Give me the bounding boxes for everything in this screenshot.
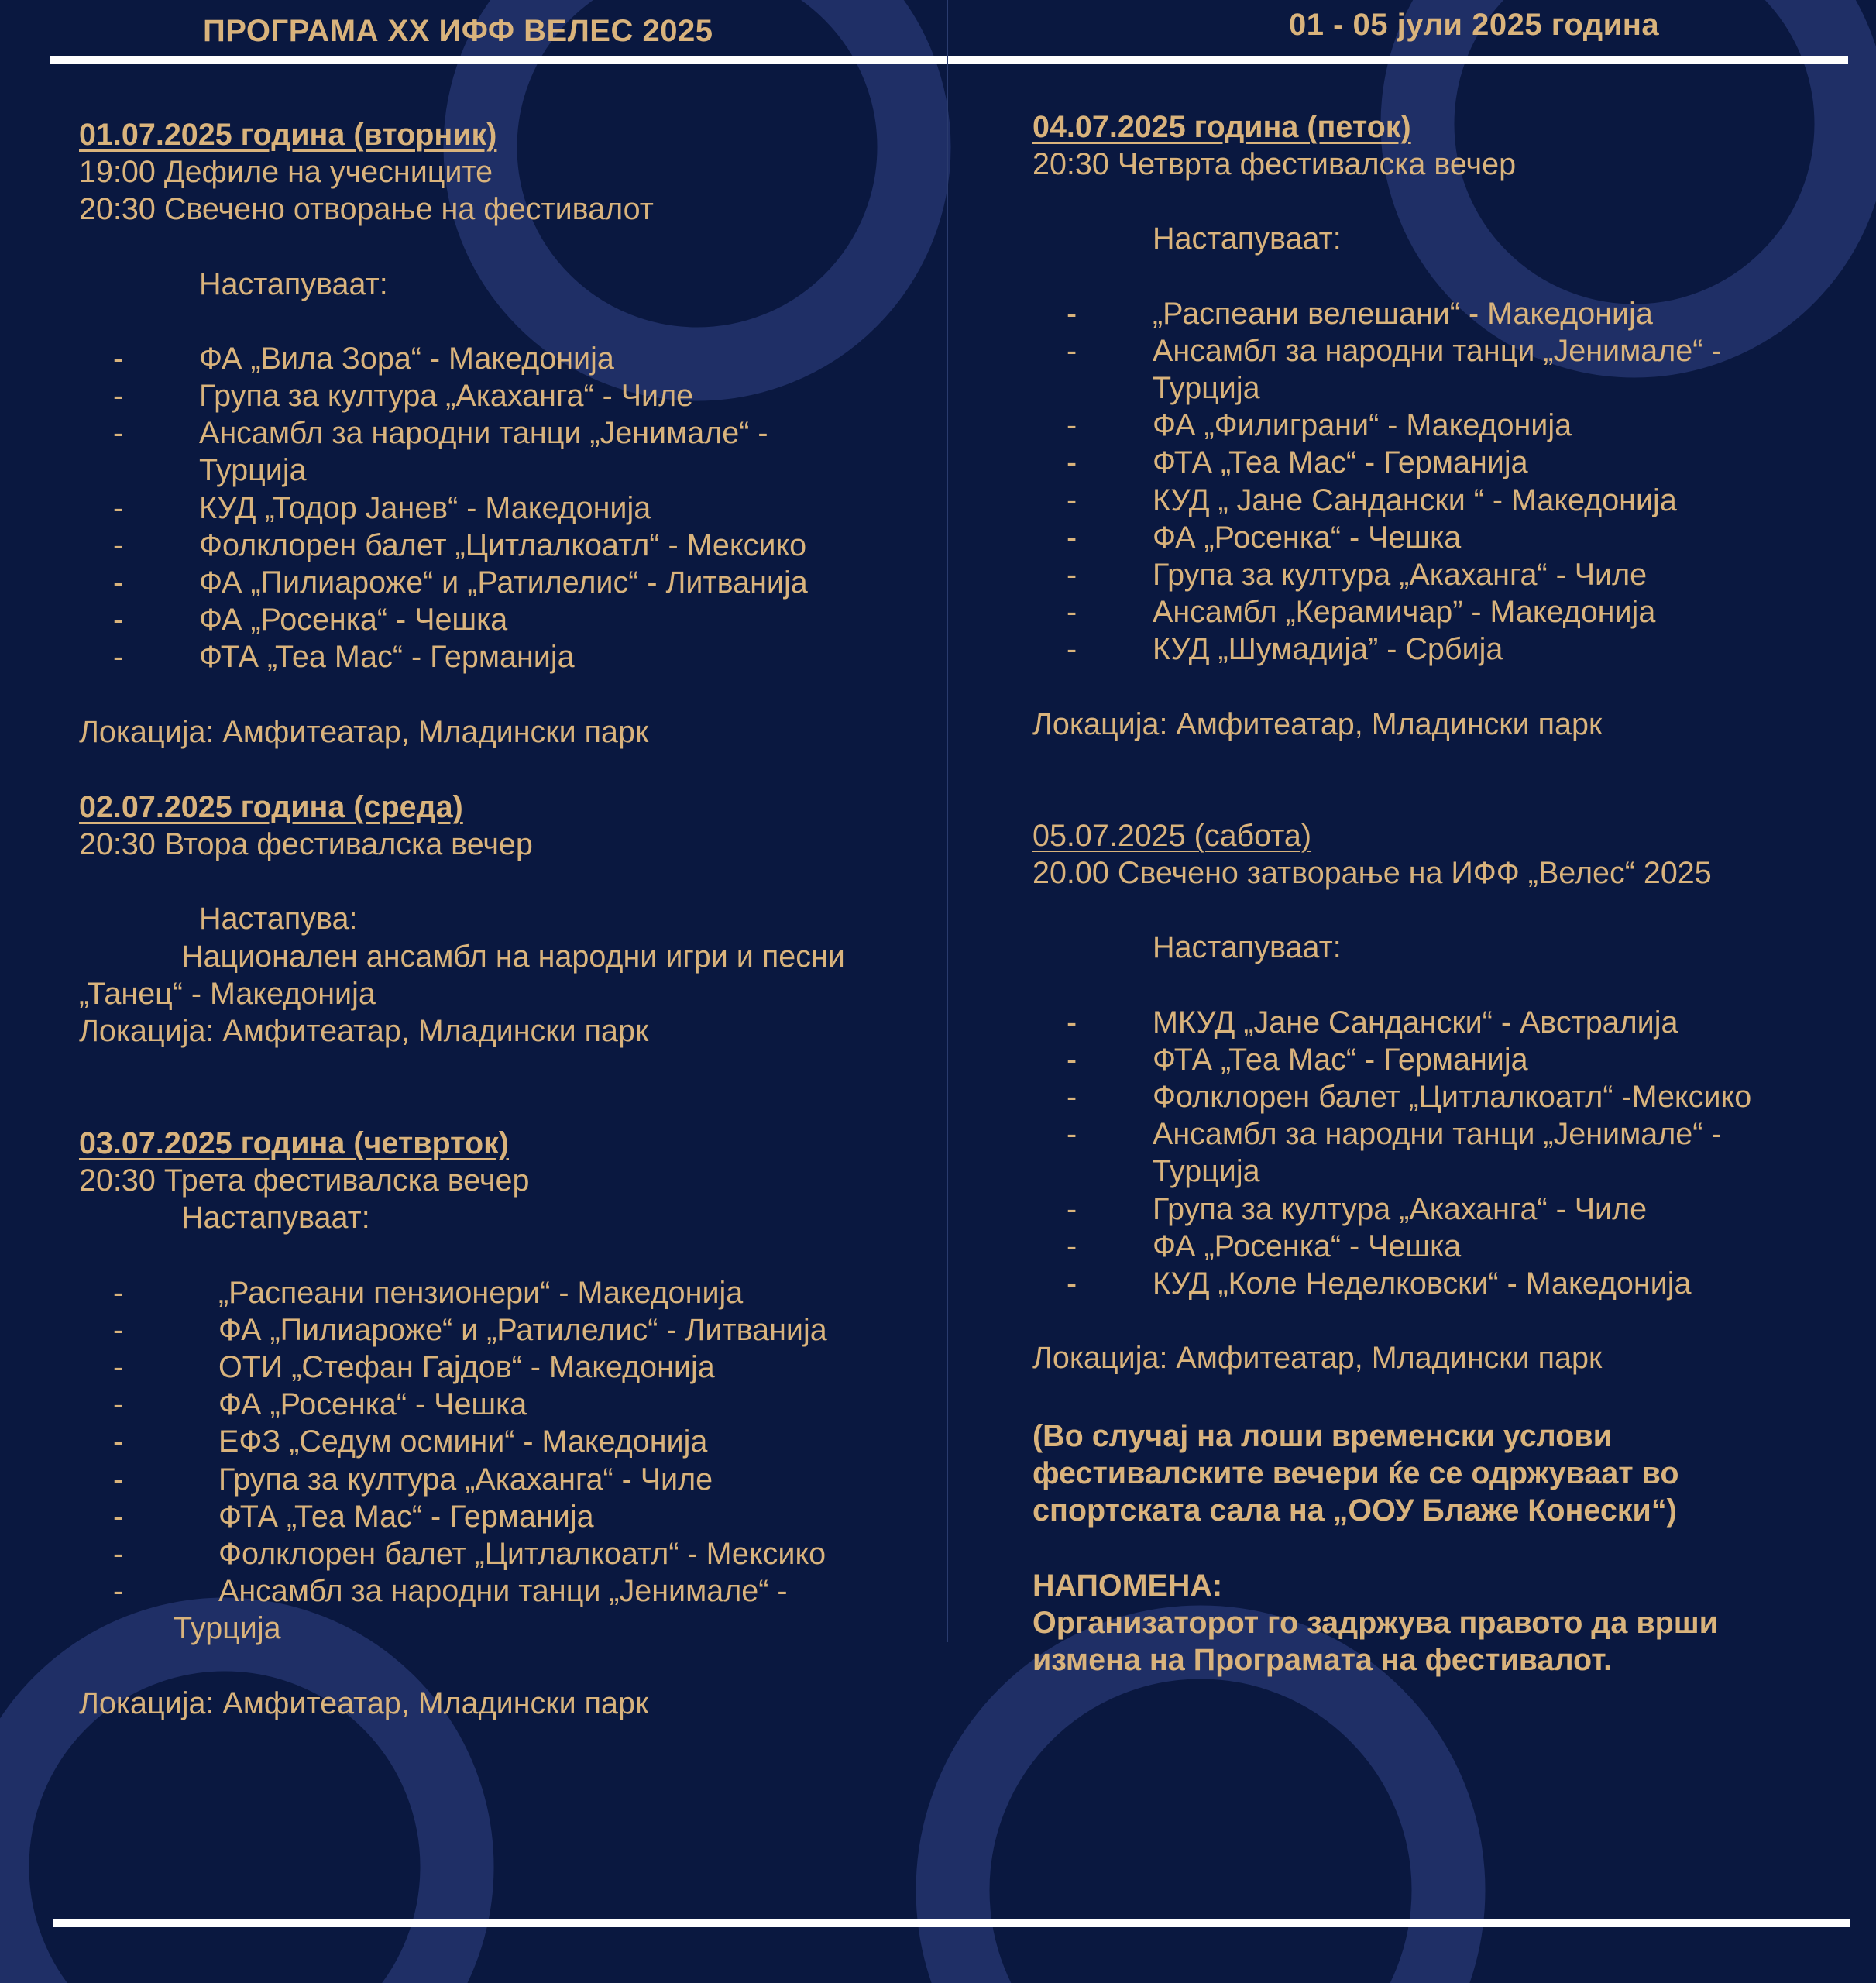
column-divider [947, 0, 948, 1642]
performer-name: Ансамбл за народни танци „Јенимале“ - Турција [1153, 1117, 1722, 1189]
dash-bullet: - [113, 1499, 124, 1534]
performer-name: ФТА „Теа Мас“ - Германија [199, 640, 575, 675]
day1-date: 01.07.2025 година (вторник) [79, 118, 497, 152]
dash-bullet: - [113, 565, 124, 600]
dash-bullet: - [1067, 1266, 1077, 1301]
dash-bullet: - [113, 1574, 124, 1609]
list-item [1032, 593, 1854, 631]
day1-performers-list [79, 340, 939, 676]
day5-location: Локација: Амфитеатар, Младински парк [1032, 1341, 1603, 1376]
remark-title: НАПОМЕНА: [1032, 1568, 1223, 1603]
list-item [1032, 1191, 1854, 1228]
list-item [79, 414, 857, 489]
day1-location: Локација: Амфитеатар, Младински парк [79, 714, 649, 749]
dash-bullet: - [1067, 445, 1077, 480]
dash-bullet: - [1067, 1229, 1077, 1263]
day2-performers-label: Настапува: [199, 902, 358, 937]
day2-event: 20:30 Втора фестивалска вечер [79, 827, 533, 862]
performer-name: Фолклорен балет „Цитлалкоатл“ -Мексико [1153, 1080, 1752, 1115]
list-item [79, 1535, 939, 1572]
day1-performers-label: Настапуваат: [199, 266, 388, 301]
list-item [79, 1274, 939, 1311]
list-item [79, 490, 939, 527]
list-item [79, 564, 939, 601]
day2-performer-line: Национален ансамбл на народни игри и песни [181, 939, 845, 974]
performer-name: Ансамбл за народни танци „Јенимале“ - Турција [1153, 333, 1722, 406]
dash-bullet: - [113, 490, 124, 525]
list-item [79, 1386, 939, 1423]
dash-bullet: - [1067, 333, 1077, 368]
list-item [1032, 519, 1854, 556]
list-item [1032, 407, 1854, 444]
dash-bullet: - [113, 1425, 124, 1459]
day2-location: Локација: Амфитеатар, Младински парк [79, 1014, 649, 1049]
day3-performer-tail: Турција [174, 1611, 281, 1646]
dash-bullet: - [1067, 558, 1077, 593]
performer-name: „Распеани пензионери“ - Македонија [218, 1275, 744, 1310]
dash-bullet: - [113, 1350, 124, 1385]
list-item [1032, 332, 1772, 407]
performer-name: ФА „Пилиароже“ и „Ратилелис“ - Литванија [199, 565, 808, 600]
dash-bullet: - [113, 1275, 124, 1310]
list-item [79, 527, 939, 564]
dash-bullet: - [113, 1312, 124, 1347]
dash-bullet: - [113, 341, 124, 376]
program-title: ПРОГРАМА XX ИФФ ВЕЛЕС 2025 [203, 14, 713, 48]
day3-date: 03.07.2025 година (четврток) [79, 1126, 510, 1160]
dash-bullet: - [113, 640, 124, 675]
list-item [79, 377, 939, 414]
dash-bullet: - [1067, 1191, 1077, 1226]
dash-bullet: - [113, 1387, 124, 1422]
dash-bullet: - [1067, 1005, 1077, 1040]
performer-name: Ансамбл „Керамичар” - Македонија [1153, 595, 1656, 630]
day4-location: Локација: Амфитеатар, Младински парк [1032, 706, 1603, 741]
day3-event: 20:30 Трета фестивалска вечер [79, 1163, 530, 1198]
dash-bullet: - [113, 1462, 124, 1497]
performer-name: Фолклорен балет „Цитлалкоатл“ - Мексико [218, 1537, 826, 1572]
list-item [1032, 1041, 1854, 1078]
notes-section [1032, 1418, 1792, 1679]
day3-performers-label: Настапуваат: [181, 1201, 370, 1236]
list-item [79, 601, 939, 638]
performer-name: „Распеани велешани“ - Македонија [1153, 296, 1653, 331]
day4-event: 20:30 Четврта фестивалска вечер [1032, 147, 1517, 182]
performer-name: ФТА „Теа Мас“ - Германија [218, 1499, 594, 1534]
day4-date: 04.07.2025 година (петок) [1032, 110, 1411, 144]
list-item [1032, 556, 1854, 593]
performer-name: КУД „Коле Неделковски“ - Македонија [1153, 1266, 1692, 1301]
day1-event: 19:00 Дефиле на учесниците [79, 155, 493, 190]
day4-performers-list [1032, 295, 1854, 668]
day3-location: Локација: Амфитеатар, Младински парк [79, 1686, 649, 1720]
remark-text: Организаторот го задржува правото да врши измена на Програмата на фестивалот. [1032, 1605, 1718, 1678]
day3-performers-list [79, 1274, 939, 1610]
performer-name: Фолклорен балет „Цитлалкоатл“ - Мексико [199, 528, 807, 562]
bottom-rule [53, 1919, 1850, 1927]
day1-section [79, 116, 939, 751]
day5-date: 05.07.2025 (сабота) [1032, 819, 1312, 853]
festival-dates: 01 - 05 јули 2025 година [1289, 8, 1660, 42]
dash-bullet: - [1067, 595, 1077, 630]
list-item [1032, 444, 1854, 481]
performer-name: ОТИ „Стефан Гајдов“ - Македонија [218, 1350, 715, 1385]
top-rule [50, 56, 1848, 64]
list-item [1032, 1004, 1854, 1041]
performer-name: КУД „Шумадија” - Србија [1153, 632, 1503, 667]
list-item [1032, 1228, 1854, 1265]
performer-name: КУД „ Јане Сандански “ - Македонија [1153, 483, 1677, 517]
performer-name: ФТА „Теа Мас“ - Германија [1153, 1042, 1528, 1077]
dash-bullet: - [113, 416, 124, 451]
list-item [79, 1461, 939, 1498]
day4-performers-label: Настапуваат: [1153, 222, 1342, 256]
dash-bullet: - [1067, 483, 1077, 517]
day2-section [79, 789, 939, 1050]
list-item [79, 1498, 939, 1535]
performer-name: Група за култура „Акаханга“ - Чиле [1153, 558, 1648, 593]
day2-performer-line: „Танец“ - Македонија [79, 976, 376, 1011]
dash-bullet: - [1067, 296, 1077, 331]
performer-name: ЕФЗ „Седум осмини“ - Македонија [218, 1425, 708, 1459]
performer-name: КУД „Тодор Јанев“ - Македонија [199, 490, 651, 525]
list-item [1032, 295, 1854, 332]
performer-name: ФА „Филиграни“ - Македонија [1153, 408, 1572, 443]
performer-name: МКУД „Јане Сандански“ - Австралија [1153, 1005, 1678, 1040]
performer-name: Група за култура „Акаханга“ - Чиле [199, 379, 694, 414]
performer-name: Група за култура „Акаханга“ - Чиле [218, 1462, 713, 1497]
performer-name: ФА „Росенка“ - Чешка [218, 1387, 527, 1422]
performer-name: Група за култура „Акаханга“ - Чиле [1153, 1191, 1648, 1226]
dash-bullet: - [1067, 520, 1077, 555]
list-item [1032, 1265, 1854, 1302]
list-item [79, 1349, 939, 1386]
day1-event: 20:30 Свечено отворање на фестивалот [79, 192, 654, 227]
day3-section [79, 1125, 939, 1722]
performer-name: ФА „Росенка“ - Чешка [1153, 520, 1462, 555]
dash-bullet: - [113, 379, 124, 414]
dash-bullet: - [113, 603, 124, 638]
day2-date: 02.07.2025 година (среда) [79, 790, 463, 824]
dash-bullet: - [1067, 1080, 1077, 1115]
list-item [1032, 631, 1854, 668]
dash-bullet: - [1067, 408, 1077, 443]
day5-performers-label: Настапуваат: [1153, 930, 1342, 965]
performer-name: ФТА „Теа Мас“ - Германија [1153, 445, 1528, 480]
performer-name: Ансамбл за народни танци „Јенимале“ - [218, 1574, 788, 1609]
list-item [79, 1423, 939, 1460]
list-item [79, 638, 939, 675]
dash-bullet: - [1067, 1042, 1077, 1077]
list-item [79, 340, 939, 377]
list-item [1032, 482, 1854, 519]
dash-bullet: - [1067, 632, 1077, 667]
dash-bullet: - [1067, 1117, 1077, 1152]
dash-bullet: - [113, 528, 124, 562]
day4-section [1032, 108, 1854, 743]
dash-bullet: - [113, 1537, 124, 1572]
performer-name: ФА „Росенка“ - Чешка [199, 603, 508, 638]
day5-performers-list [1032, 1004, 1854, 1303]
day5-event: 20.00 Свечено затворање на ИФФ „Велес“ 2025 [1032, 856, 1712, 891]
weather-note: (Во случај на лоши временски услови фестивалските вечери ќе се одржуваат во спортската сала на „ООУ Блаже Конески“) [1032, 1419, 1679, 1528]
performer-name: Ансамбл за народни танци „Јенимале“ - Турција [199, 416, 768, 488]
day5-section [1032, 817, 1854, 1376]
performer-name: ФА „Пилиароже“ и „Ратилелис“ - Литванија [218, 1312, 827, 1347]
list-item [1032, 1115, 1772, 1190]
list-item [79, 1572, 939, 1610]
performer-name: ФА „Вила Зора“ - Македонија [199, 341, 614, 376]
list-item [1032, 1078, 1854, 1115]
performer-name: ФА „Росенка“ - Чешка [1153, 1229, 1462, 1263]
list-item [79, 1311, 939, 1349]
